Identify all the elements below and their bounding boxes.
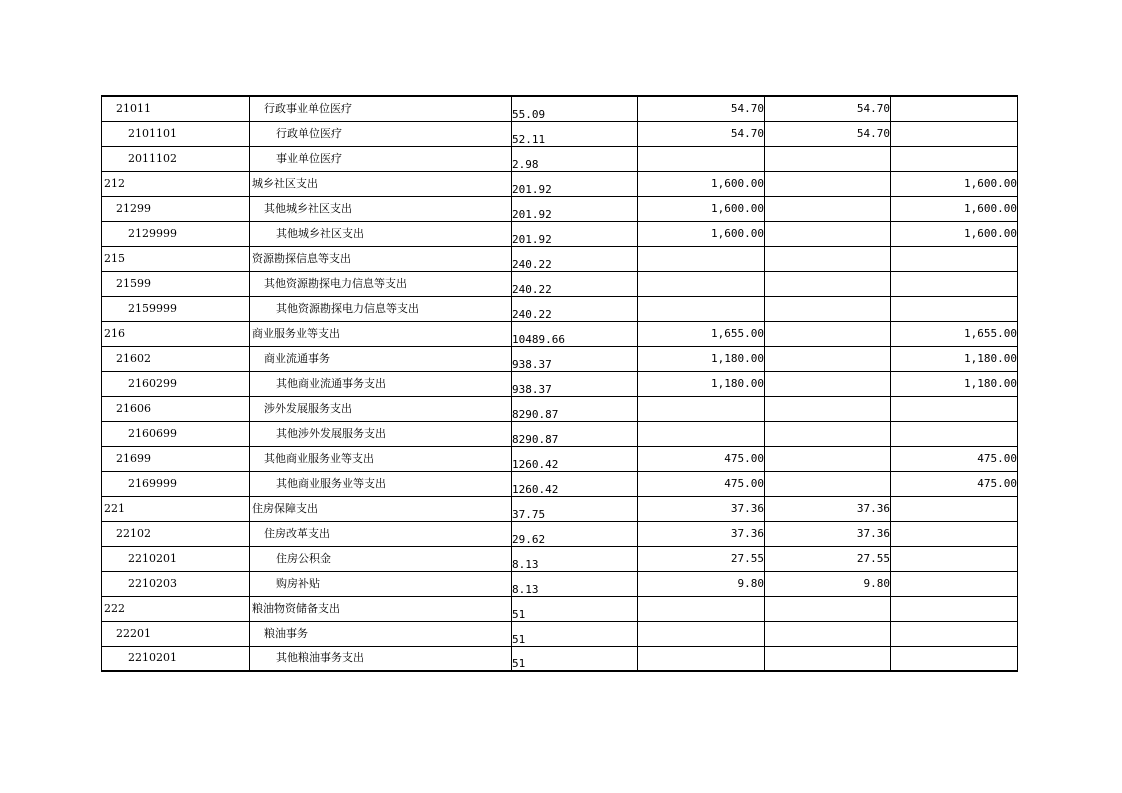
amount-cell-1: 8.13 <box>512 546 638 571</box>
table-row <box>102 546 1018 571</box>
subject-name-cell: 商业流通事务 <box>250 346 512 371</box>
subject-code-cell: 215 <box>102 246 250 271</box>
subject-code-cell: 221 <box>102 496 250 521</box>
table-row <box>102 421 1018 446</box>
amount-cell-1: 10489.66 <box>512 321 638 346</box>
subject-name-cell: 住房公积金 <box>250 546 512 571</box>
subject-name-cell: 粮油物资储备支出 <box>250 596 512 621</box>
amount-cell-2 <box>638 621 765 646</box>
subject-code-cell: 21599 <box>102 271 250 296</box>
subject-code-cell: 22201 <box>102 621 250 646</box>
amount-cell-3 <box>765 321 891 346</box>
subject-code-cell: 216 <box>102 321 250 346</box>
subject-code-cell: 2210203 <box>102 571 250 596</box>
subject-code-cell: 222 <box>102 596 250 621</box>
table-row <box>102 596 1018 621</box>
subject-code-cell: 2129999 <box>102 221 250 246</box>
amount-cell-4 <box>891 271 1018 296</box>
subject-code-cell: 2210201 <box>102 646 250 671</box>
subject-name-cell: 涉外发展服务支出 <box>250 396 512 421</box>
table-row <box>102 246 1018 271</box>
subject-name-cell: 事业单位医疗 <box>250 146 512 171</box>
amount-cell-3 <box>765 596 891 621</box>
subject-code-cell: 21011 <box>102 96 250 121</box>
amount-cell-1: 240.22 <box>512 296 638 321</box>
amount-cell-3 <box>765 421 891 446</box>
subject-name-cell: 其他城乡社区支出 <box>250 196 512 221</box>
amount-cell-1: 51 <box>512 596 638 621</box>
table-row <box>102 496 1018 521</box>
subject-code-cell: 21606 <box>102 396 250 421</box>
amount-cell-2: 1,180.00 <box>638 371 765 396</box>
subject-name-cell: 其他资源勘探电力信息等支出 <box>250 271 512 296</box>
amount-cell-2: 1,600.00 <box>638 171 765 196</box>
amount-cell-1: 8290.87 <box>512 421 638 446</box>
amount-cell-4 <box>891 146 1018 171</box>
subject-name-cell: 行政事业单位医疗 <box>250 96 512 121</box>
amount-cell-1: 201.92 <box>512 171 638 196</box>
amount-cell-3 <box>765 296 891 321</box>
amount-cell-1: 201.92 <box>512 196 638 221</box>
amount-cell-2 <box>638 596 765 621</box>
subject-code-cell: 21602 <box>102 346 250 371</box>
amount-cell-4 <box>891 421 1018 446</box>
amount-cell-1: 240.22 <box>512 271 638 296</box>
amount-cell-4: 1,180.00 <box>891 346 1018 371</box>
amount-cell-4: 1,655.00 <box>891 321 1018 346</box>
table-body <box>102 96 1018 671</box>
amount-cell-2: 54.70 <box>638 96 765 121</box>
amount-cell-1: 240.22 <box>512 246 638 271</box>
table-row <box>102 346 1018 371</box>
amount-cell-3: 37.36 <box>765 496 891 521</box>
subject-code-cell: 2101101 <box>102 121 250 146</box>
amount-cell-4 <box>891 571 1018 596</box>
subject-name-cell: 其他涉外发展服务支出 <box>250 421 512 446</box>
table-row <box>102 296 1018 321</box>
amount-cell-4 <box>891 646 1018 671</box>
subject-name-cell: 住房改革支出 <box>250 521 512 546</box>
amount-cell-3 <box>765 396 891 421</box>
amount-cell-3: 9.80 <box>765 571 891 596</box>
amount-cell-1: 51 <box>512 646 638 671</box>
amount-cell-1: 1260.42 <box>512 471 638 496</box>
subject-code-cell: 2160699 <box>102 421 250 446</box>
amount-cell-4 <box>891 596 1018 621</box>
table-row <box>102 221 1018 246</box>
amount-cell-3: 54.70 <box>765 121 891 146</box>
amount-cell-1: 8.13 <box>512 571 638 596</box>
table-row <box>102 446 1018 471</box>
amount-cell-4 <box>891 396 1018 421</box>
subject-name-cell: 城乡社区支出 <box>250 171 512 196</box>
amount-cell-3: 54.70 <box>765 96 891 121</box>
table-row <box>102 121 1018 146</box>
amount-cell-2: 54.70 <box>638 121 765 146</box>
amount-cell-2: 1,180.00 <box>638 346 765 371</box>
amount-cell-3 <box>765 221 891 246</box>
amount-cell-4: 475.00 <box>891 471 1018 496</box>
amount-cell-2: 475.00 <box>638 446 765 471</box>
subject-name-cell: 其他商业服务业等支出 <box>250 471 512 496</box>
amount-cell-4: 1,600.00 <box>891 171 1018 196</box>
amount-cell-1: 2.98 <box>512 146 638 171</box>
amount-cell-3 <box>765 471 891 496</box>
amount-cell-3 <box>765 146 891 171</box>
amount-cell-4: 475.00 <box>891 446 1018 471</box>
amount-cell-2 <box>638 396 765 421</box>
amount-cell-4: 1,600.00 <box>891 196 1018 221</box>
amount-cell-1: 51 <box>512 621 638 646</box>
subject-code-cell: 21699 <box>102 446 250 471</box>
amount-cell-2: 27.55 <box>638 546 765 571</box>
subject-name-cell: 其他粮油事务支出 <box>250 646 512 671</box>
subject-name-cell: 其他商业服务业等支出 <box>250 446 512 471</box>
table-row <box>102 646 1018 671</box>
subject-name-cell: 粮油事务 <box>250 621 512 646</box>
subject-code-cell: 22102 <box>102 521 250 546</box>
table-row <box>102 521 1018 546</box>
amount-cell-1: 1260.42 <box>512 446 638 471</box>
amount-cell-4: 1,600.00 <box>891 221 1018 246</box>
table-row <box>102 321 1018 346</box>
amount-cell-4 <box>891 246 1018 271</box>
amount-cell-1: 55.09 <box>512 96 638 121</box>
amount-cell-1: 37.75 <box>512 496 638 521</box>
amount-cell-2 <box>638 271 765 296</box>
amount-cell-3 <box>765 246 891 271</box>
amount-cell-4 <box>891 121 1018 146</box>
subject-name-cell: 购房补贴 <box>250 571 512 596</box>
amount-cell-2 <box>638 146 765 171</box>
amount-cell-4 <box>891 296 1018 321</box>
amount-cell-1: 29.62 <box>512 521 638 546</box>
amount-cell-3 <box>765 346 891 371</box>
amount-cell-2 <box>638 296 765 321</box>
table-row <box>102 146 1018 171</box>
subject-code-cell: 21299 <box>102 196 250 221</box>
subject-code-cell: 2160299 <box>102 371 250 396</box>
subject-name-cell: 行政单位医疗 <box>250 121 512 146</box>
amount-cell-3: 37.36 <box>765 521 891 546</box>
amount-cell-2: 1,600.00 <box>638 196 765 221</box>
table-row <box>102 171 1018 196</box>
amount-cell-1: 938.37 <box>512 346 638 371</box>
amount-cell-4 <box>891 521 1018 546</box>
amount-cell-4 <box>891 546 1018 571</box>
amount-cell-1: 201.92 <box>512 221 638 246</box>
table-row <box>102 196 1018 221</box>
table-row <box>102 471 1018 496</box>
amount-cell-3: 27.55 <box>765 546 891 571</box>
table-row <box>102 371 1018 396</box>
amount-cell-2 <box>638 421 765 446</box>
subject-name-cell: 住房保障支出 <box>250 496 512 521</box>
amount-cell-3 <box>765 621 891 646</box>
amount-cell-1: 52.11 <box>512 121 638 146</box>
amount-cell-2: 37.36 <box>638 496 765 521</box>
subject-name-cell: 其他城乡社区支出 <box>250 221 512 246</box>
subject-name-cell: 其他商业流通事务支出 <box>250 371 512 396</box>
subject-code-cell: 2210201 <box>102 546 250 571</box>
subject-code-cell: 2159999 <box>102 296 250 321</box>
table-row <box>102 621 1018 646</box>
amount-cell-2: 475.00 <box>638 471 765 496</box>
amount-cell-3 <box>765 371 891 396</box>
amount-cell-2: 1,600.00 <box>638 221 765 246</box>
amount-cell-4 <box>891 621 1018 646</box>
amount-cell-2 <box>638 246 765 271</box>
subject-code-cell: 2011102 <box>102 146 250 171</box>
amount-cell-3 <box>765 171 891 196</box>
amount-cell-1: 938.37 <box>512 371 638 396</box>
subject-name-cell: 资源勘探信息等支出 <box>250 246 512 271</box>
table-row <box>102 396 1018 421</box>
amount-cell-3 <box>765 271 891 296</box>
amount-cell-1: 8290.87 <box>512 396 638 421</box>
table-row <box>102 271 1018 296</box>
table-row <box>102 571 1018 596</box>
amount-cell-2: 37.36 <box>638 521 765 546</box>
amount-cell-3 <box>765 646 891 671</box>
subject-code-cell: 2169999 <box>102 471 250 496</box>
amount-cell-3 <box>765 446 891 471</box>
subject-name-cell: 商业服务业等支出 <box>250 321 512 346</box>
amount-cell-4 <box>891 96 1018 121</box>
amount-cell-2 <box>638 646 765 671</box>
subject-name-cell: 其他资源勘探电力信息等支出 <box>250 296 512 321</box>
amount-cell-2: 1,655.00 <box>638 321 765 346</box>
amount-cell-3 <box>765 196 891 221</box>
amount-cell-4: 1,180.00 <box>891 371 1018 396</box>
budget-expenditure-table <box>101 95 1018 672</box>
amount-cell-2: 9.80 <box>638 571 765 596</box>
subject-code-cell: 212 <box>102 171 250 196</box>
table-row <box>102 96 1018 121</box>
amount-cell-4 <box>891 496 1018 521</box>
